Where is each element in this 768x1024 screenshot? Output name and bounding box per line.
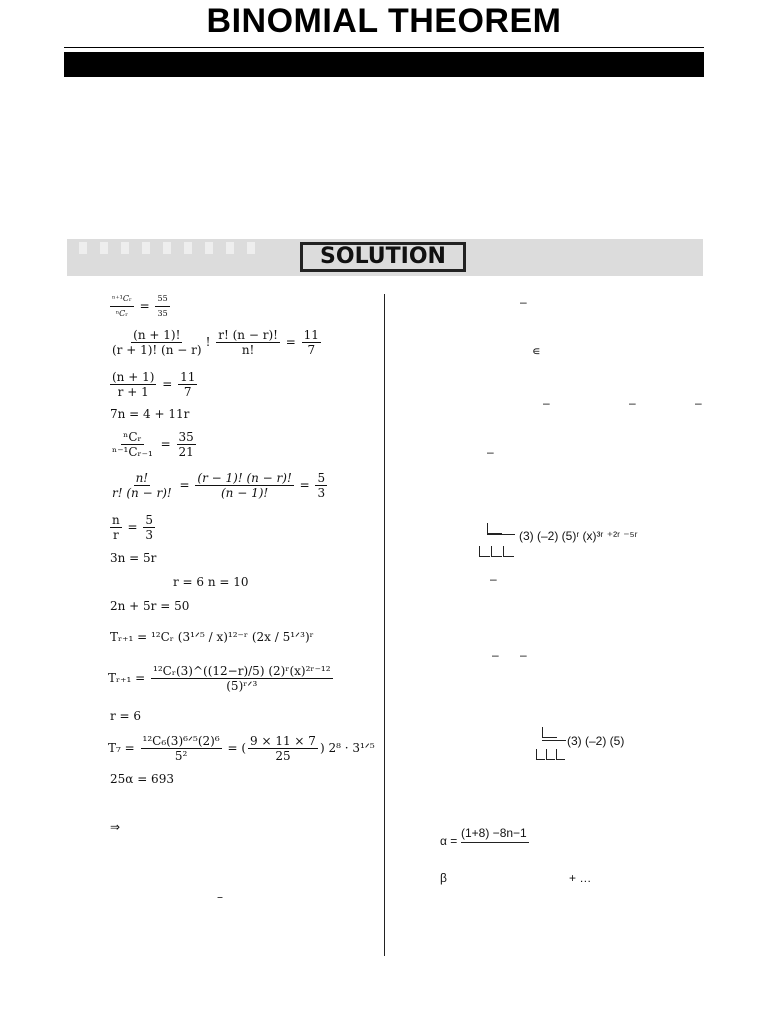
right-mark-3c: – [695, 396, 702, 410]
equation-7: $\frac{n}{r}$ = $\frac{5}{3}$ [112, 513, 154, 542]
right-mark-6b: – [520, 648, 527, 662]
factorial-symbol [491, 546, 502, 557]
solution-label: SOLUTION [300, 242, 466, 272]
right-mark-6a: – [492, 648, 499, 662]
expression-2: (3) (–2) (5) [567, 734, 625, 748]
factorial-symbol [479, 546, 490, 557]
equation-14: T₇ = $\frac{\text{¹²C₆(3)⁶ᐟ⁵(2)⁶}}{\text{5²}}$ = ( $\frac{9 \times 11 \times 7}{25}$ ) 2⁸ · 3¹ᐟ⁵ [108, 734, 375, 763]
equation-11: Tᵣ₊₁ = ¹²Cᵣ (3¹ᐟ⁵ / x)¹²⁻ʳ (2x / 5¹ᐟ³)ʳ [110, 630, 314, 644]
page-title: BINOMIAL THEOREM [206, 2, 562, 40]
equation-4: 7n = 4 + 11r [110, 407, 190, 421]
equation-10: 2n + 5r = 50 [110, 599, 190, 613]
fraction-bar [487, 534, 515, 535]
right-mark-4: – [487, 445, 494, 459]
equation-13: r = 6 [110, 709, 142, 723]
factorial-symbol [542, 727, 557, 738]
equation-9: r = 6 n = 10 [173, 575, 249, 589]
beta-tail: + … [569, 871, 592, 885]
factorial-symbol [556, 749, 565, 760]
equation-8: 3n = 5r [110, 551, 157, 565]
solution-banner [67, 239, 703, 276]
equation-12: Tᵣ₊₁ = $\frac{\text{¹²Cᵣ(3)\textasciicircum{}((12−r)/5) (2)ʳ(x)²ʳ⁻¹²}}{\text{(5)ʳᐟ³}}$ [108, 664, 331, 693]
right-mark-1: – [520, 295, 527, 309]
implies-arrow: ⇒ [110, 820, 121, 834]
banner-decoration [79, 239, 268, 251]
alpha-lhs: α = [440, 834, 458, 848]
title-rule-bar [64, 52, 704, 77]
equation-6: $\frac{n!}{r! (n - r)!}$ = $\frac{(r - 1)! (n - r)!}{(n - 1)!}$ = $\frac{5}{3}$ [112, 471, 326, 500]
title-rule-thin [64, 47, 704, 48]
right-mark-5: – [490, 572, 497, 586]
alpha-numerator: (1+8) −8n−1 [461, 826, 529, 843]
factorial-symbol [546, 749, 555, 760]
equation-3: $\frac{(n + 1)}{r + 1}$ = $\frac{11}{7}$ [112, 370, 196, 399]
factorial-symbol [503, 546, 514, 557]
right-mark-3a: – [543, 396, 550, 410]
beta-symbol: β [440, 871, 447, 885]
fraction-bar [542, 740, 566, 741]
right-mark-2: ∊ [532, 344, 541, 358]
equation-2: $\frac{(n + 1)!}{(r + 1)! (n - r)}$ ! $\frac{r! (n - r)!}{n!}$ = $\frac{11}{7}$ [112, 328, 319, 357]
expression-1: (3) (–2) (5)ʳ (x)³ʳ ⁺²ʳ ⁻⁵ʳ [519, 529, 638, 543]
dash-mark: – [217, 890, 223, 904]
column-divider [384, 294, 385, 956]
factorial-symbol [487, 523, 502, 534]
right-mark-3b: – [629, 396, 636, 410]
equation-1: $\frac{\text{ⁿ⁺¹𝐶ᵣ}}{\text{ⁿ𝐶ᵣ}}$ = $\frac{55}{35}$ [112, 294, 168, 318]
factorial-symbol [536, 749, 545, 760]
equation-5: $\frac{\text{ⁿCᵣ}}{\text{ⁿ⁻¹Cᵣ₋₁}}$ = $\frac{35}{21}$ [112, 430, 194, 459]
equation-15: 25α = 693 [110, 772, 174, 786]
